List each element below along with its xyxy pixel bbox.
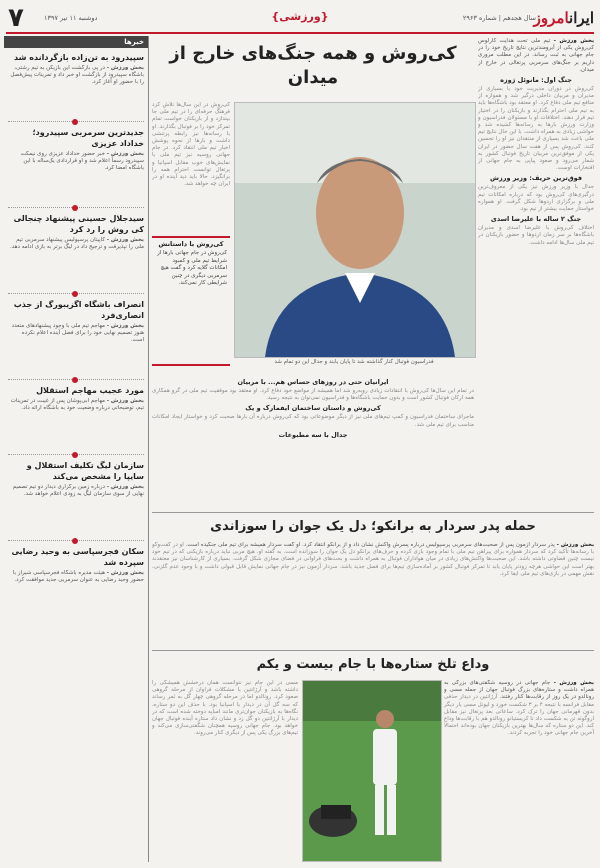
article1-col-right: بخش ورزش - تیم ملی تحت هدایت کارلوس کی‌روش یکی از آبرومندترین نتایج تاریخ خود را در جام جهانی به ثبت رساند. در این مطلب مروری داریم بر جنگ‌های سرمربی پرتغالی در خارج از میدان. جنگ اول: مانوئل ژوزه کی‌روش در دوران مدیریت خود با بسیاری از مدیران و مربیان داخلی درگیر شد و همواره از منافع تیم ملی دفاع کرد. او معتقد بود باشگاه‌ها باید به تیم ملی احترام بگذارند و بازیکنان را در اختیار تیم قرار دهند. اختلافات او با مسئولان فدراسیون و وزارت ورزش بارها به رسانه‌ها کشیده شد و حواشی زیادی به همراه داشت. با این حال نتایج تیم ملی باعث شد بسیاری از منتقدان نیز او را تحسین کنند. کی‌روش پس از هفت سال حضور در ایران یکی از موفق‌ترین مربیان تاریخ فوتبال کشور به شمار می‌رود و صعود پیاپی به جام جهانی از افتخارات اوست. فوق‌ترین حریف: وزیر ورزش جدال با وزیر ورزش نیز یکی از معروف‌ترین درگیری‌های کی‌روش بود که درباره امکانات تیم ملی و برگزاری اردوها شکل گرفت. او همواره خواستار حمایت بیشتر از تیم بود. جنگ ۲ ساله با علیرضا اسدی اختلاف کی‌روش با علیرضا اسدی و مدیران باشگاه‌ها بر سر زمان اردوها و حضور بازیکنان در تیم ملی سال‌ها ادامه داشت.: [478, 38, 594, 246]
sidebar-news-list: [4, 48, 148, 622]
article1-subhead-5: کی‌روش و داستان ساختمان ایفمارک و یک: [245, 404, 381, 413]
coach-portrait-image: [235, 103, 475, 357]
photo-caption: فدراسیون فوتبال کنار گذاشته شد تا پایان یابند و جدال این دو تمام شد: [274, 359, 434, 365]
section-divider-1: [152, 512, 594, 513]
sidebar-news-text: مهاجم آبی‌پوشان پس از غیبت در تمرینات تیم، توضیحاتی درباره وضعیت خود به باشگاه ارائه داد.: [10, 398, 144, 412]
sidebar-separator: [8, 379, 144, 381]
ronaldo-photo: [302, 680, 442, 862]
sidebar-news-text: مهاجم تیم ملی با وجود پیشنهادهای متعدد هنوز تصمیم نهایی خود را برای فصل آینده اعلام نکرده است.: [11, 323, 144, 344]
sidebar-news-text: کاپیتان پرسپولیس پیشنهاد سرمربی تیم ملی را نپذیرفت و ترجیح داد در لیگ برتر به بازی ادامه دهد.: [10, 237, 144, 251]
sidebar-news-byline: بخش ورزش -: [106, 65, 144, 71]
article1-subhead-4: ایرانیان حتی در روزهای حساس هم... با مربیان: [237, 378, 389, 386]
separator-dot-icon: [72, 377, 78, 383]
article1-subhead-6: جدال با سه مطبوعات: [278, 430, 348, 439]
sidebar-news-headline: سیدجلال حسینی پیشنهاد چنجالی کی روش را رد کرد: [13, 214, 144, 234]
logo-prefix: ایران: [569, 9, 594, 27]
section-label: {ورزشی}: [271, 10, 329, 23]
sidebar-news-text: هیئت مدیره باشگاه فجرسپاسی شیراز با حضور وحید رضایی به عنوان سرمربی جدید موافقت کرد.: [12, 570, 144, 584]
sidebar-news-byline: بخش ورزش -: [106, 237, 144, 243]
sidebar-news-item: [4, 123, 148, 203]
sidebar-news-item: [4, 295, 148, 375]
article1-byline: بخش ورزش - تیم ملی تحت هدایت کارلوس کی‌روش یکی از آبرومندترین نتایج تاریخ خود را در جام جهانی به ثبت رساند. در این مطلب مروری داریم بر جنگ‌های سرمربی پرتغالی در خارج از میدان.: [478, 38, 594, 73]
sidebar-news-headline: سکان فجرسپاسی به وحید رضایی سپرده شد: [11, 547, 144, 567]
sidebar-news-byline: بخش ورزش -: [106, 484, 144, 490]
sidebar-news-item: [4, 456, 148, 536]
section-name: ورزشی: [279, 10, 321, 23]
sidebar-news-body: [8, 237, 144, 287]
player-photo-image: [303, 681, 441, 861]
sidebar-separator: [8, 207, 144, 209]
sidebar-news-byline: بخش ورزش -: [106, 151, 144, 157]
article3-headline: وداع تلخ ستاره‌ها با جام بیست و یکم: [256, 657, 490, 672]
section-divider-2: [152, 650, 594, 651]
sidebar-news-text: خبر حضور خداداد عزیزی روی نیمکت سپیدرود رسماً اعلام شد و او قراردادی یک‌ساله با این باشگاه امضا کرد.: [20, 151, 144, 172]
sidebar-news-byline: بخش ورزش -: [106, 398, 144, 404]
sidebar-news-body: [8, 65, 144, 115]
sidebar-news-headline: جدیدترین سرمربی سپیدرود؛ خداداد عزیزی: [32, 128, 144, 148]
sidebar-news-byline: بخش ورزش -: [106, 323, 144, 329]
article1-subhead-1: جنگ اول: مانوئل ژوزه: [500, 76, 572, 85]
separator-dot-icon: [72, 119, 78, 125]
issue-info: سال هجدهم | شماره ۲۹۶۳: [462, 14, 536, 22]
news-sidebar: [4, 36, 149, 862]
publication-date: دوشنبه ۱۱ تیر ۱۳۹۷: [44, 14, 98, 22]
sidebar-news-item: [4, 542, 148, 622]
queiroz-photo: [234, 102, 476, 358]
sidebar-news-text: در پی بازگشت این بازیکن به تیم رشتی، باشگاه سپیدرود از بازگشت او خبر داد و تمرینات پیش‌فصل را با حضور او آغاز کرد.: [10, 65, 144, 86]
sidebar-separator: [8, 454, 144, 456]
sidebar-separator: [8, 293, 144, 295]
separator-dot-icon: [72, 205, 78, 211]
sidebar-separator: [8, 540, 144, 542]
article3-col-left: مسی در این جام نیز نتوانست همان درخشش همیشگی را داشته باشد و آرژانتین با مشکلات فراوان از مرحله گروهی صعود کرد. رونالدو اما در مرحله گروهی چهار گل به ثمر رساند که سه گل آن در دیدار با اسپانیا بود. با حذف این دو ستاره، نگاه‌ها به بازیکنان جوان‌تری مانند امباپه دوخته شده است که در دیدار با آرژانتین دو گل زد و نشان داد ستاره آینده فوتبال جهان خواهد بود. جام جهانی روسیه همچنان شگفتی‌سازی می‌کند و تیم‌های بزرگ یکی پس از دیگری کنار می‌روند.: [152, 680, 298, 737]
sidebar-separator: [8, 121, 144, 123]
pull-quote-text: کی‌روش در جام جهانی بارها از شرایط تیم ملی و کمبود امکانات گلایه کرد و گفت هیچ سرمربی دیگری در چنین شرایطی کار نمی‌کند.: [157, 250, 227, 287]
article2-headline: حمله پدر سردار به برانکو؛ دل یک جوان را سوزاندی: [210, 519, 536, 534]
article1-headline: کی‌روش و همه جنگ‌های خارج از میدان: [169, 43, 457, 88]
masthead: [6, 3, 594, 34]
pull-quote-box: [152, 236, 230, 366]
sidebar-news-body: [8, 484, 144, 534]
article1-subhead-3: جنگ ۲ ساله با علیرضا اسدی: [490, 215, 582, 224]
sidebar-news-item: [4, 209, 148, 289]
sidebar-news-body: [8, 570, 144, 620]
sidebar-news-byline: بخش ورزش -: [106, 570, 144, 576]
sidebar-news-headline: سازمان لیگ تکلیف استقلال و سایپا را مشخص می‌کند: [26, 461, 144, 481]
sidebar-news-item: [4, 381, 148, 450]
logo-suffix: امروز: [533, 9, 570, 27]
sidebar-news-body: [8, 398, 144, 448]
pull-quote-title: کی‌روش با داستانش: [158, 240, 224, 248]
separator-dot-icon: [72, 452, 78, 458]
article1-subhead-2: فوق‌ترین حریف: وزیر ورزش: [490, 174, 582, 183]
separator-dot-icon: [72, 538, 78, 544]
sidebar-news-body: [8, 151, 144, 201]
newspaper-logo: [534, 6, 594, 30]
page-number: ۷: [8, 3, 24, 33]
article2-body: بخش ورزش - پدر سردار آزمون پس از صحبت‌های سرمربی پرسپولیس درباره پسرش واکنش نشان داد و از برانکو انتقاد کرد. او گفت سردار همیشه برای تیم ملی جنگیده است. او در گفت‌وگو با رسانه‌ها تأکید کرد که سردار همواره برای پیراهن تیم ملی با تمام وجود بازی کرده و حرف‌های برانکو دل یک جوان را سوزانده است. به گفته او، هیچ مربی نباید درباره بازیکنی که در تیم خود نیست چنین قضاوتی داشته باشد. این صحبت‌ها واکنش‌های زیادی در میان هواداران فوتبال به همراه داشت و بحث‌های فراوانی در فضای مجازی شکل گرفت. بسیاری از کارشناسان نیز معتقدند بهتر است این حواشی هرچه زودتر پایان یابد تا تمرکز فوتبال کشور بر آماده‌سازی تیم‌ها برای فصل جدید باشد. سردار آزمون نیز در جام جهانی نمایش قابل قبولی داشت و با وجود عدم گلزنی، نقش مهمی در بازی‌های تیم ملی ایفا کرد.: [152, 542, 594, 577]
main-content: [152, 36, 594, 862]
separator-dot-icon: [72, 291, 78, 297]
article1-col-bottom: ایرانیان حتی در روزهای حساس هم... با مربیان در تمام این سال‌ها کی‌روش با انتقادات زیادی روبه‌رو شد اما همیشه از مواضع خود دفاع کرد. او معتقد بود موفقیت تیم ملی در گرو همکاری همه ارکان فوتبال کشور است و بدون حمایت باشگاه‌ها و فدراسیون نمی‌توان به نتیجه رسید. کی‌روش و داستان ساختمان ایفمارک و یک ماجرای ساختمان فدراسیون و کمپ تیم‌های ملی نیز از دیگر موضوعاتی بود که کی‌روش درباره آن بارها صحبت کرد و خواستار ایجاد امکانات مناسب برای تیم ملی شد. جدال با سه مطبوعات: [152, 378, 474, 439]
sidebar-news-item: [4, 48, 148, 117]
sidebar-title: خبرها: [4, 36, 148, 48]
sidebar-news-headline: سپیدرود به تن‌زاده بازگردانده شد: [13, 53, 144, 62]
sidebar-news-body: [8, 323, 144, 373]
sidebar-news-headline: مورد عجیب مهاجم استقلال: [36, 386, 144, 395]
article3-col-right: بخش ورزش - جام جهانی در روسیه شگفتی‌های بزرگی به همراه داشت و ستاره‌های بزرگ فوتبال جهان از جمله مسی و رونالدو در یک روز از رقابت‌ها کنار رفتند. آرژانتین در دیدار حذفی مقابل فرانسه با نتیجه ۴ بر ۳ شکست خورد و لیونل مسی بار دیگر بدون قهرمانی جهان را ترک کرد. ساعاتی بعد پرتغال نیز مقابل اروگوئه تن به شکست داد تا کریستیانو رونالدو هم با رقابت‌ها وداع کند. این دو ستاره که سال‌ها بهترین بازیکنان جهان بوده‌اند احتمالاً آخرین جام جهانی خود را تجربه کردند.: [444, 680, 594, 737]
sidebar-news-headline: انصراف باشگاه اگزیبورگ از جذب انصاری‌فرد: [13, 300, 144, 320]
sidebar-news-text: درباره زمین برگزاری دیدار دو تیم تصمیم نهایی از سوی سازمان لیگ به زودی اعلام خواهد شد.: [12, 484, 144, 498]
article1-col-left: کی‌روش در این سال‌ها تلاش کرد فرهنگ حرفه‌ای را در تیم ملی جا بیندازد و از بازیکنان خواست تمام تمرکز خود را بر فوتبال بگذارند. او با رسانه‌ها نیز رابطه پرتنشی داشت و بارها از نحوه پوشش اخبار تیم ملی انتقاد کرد. در جام جهانی روسیه نیز تیم ملی با نمایش‌های خوب مقابل اسپانیا و پرتغال توانست احترام همه را برانگیزد. حالا باید دید آینده او در ایران چه خواهد شد.: [152, 102, 230, 188]
